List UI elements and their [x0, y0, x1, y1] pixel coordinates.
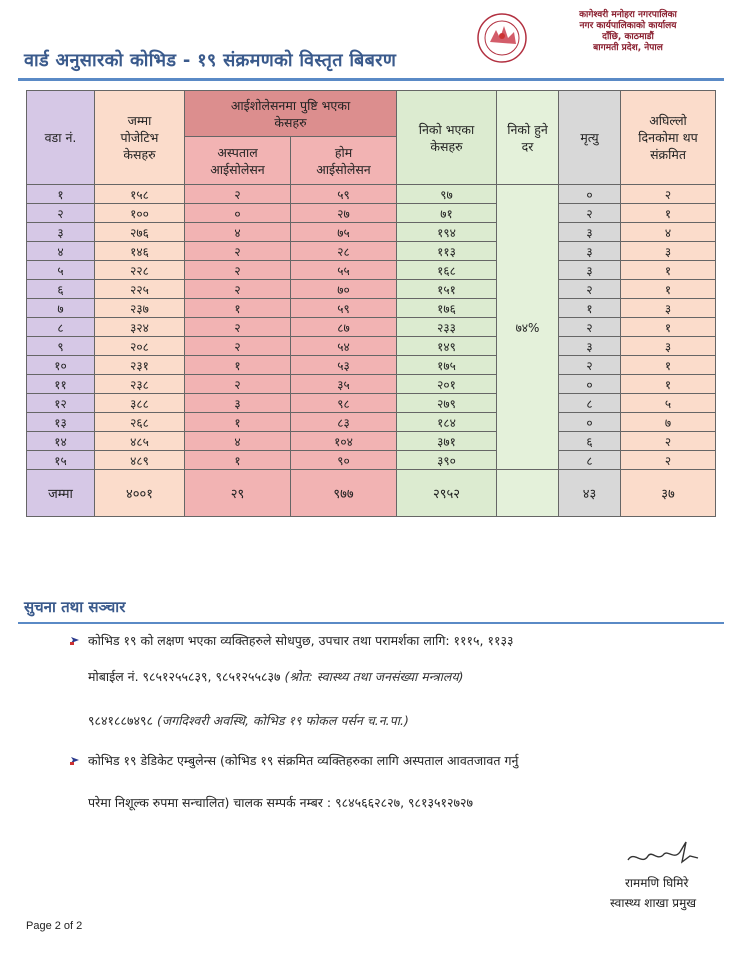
table-cell: ४८९ — [95, 451, 185, 470]
table-cell: १६८ — [397, 261, 497, 280]
table-cell: ९८ — [291, 394, 397, 413]
table-cell: १ — [27, 185, 95, 204]
ward-covid-table — [26, 90, 716, 517]
header-total-positive: जम्मा पोजेटिभ केसहरु — [95, 91, 185, 185]
section-divider — [18, 622, 724, 624]
table-row — [27, 318, 716, 337]
table-cell: २ — [621, 451, 716, 470]
table-cell: ५ — [621, 394, 716, 413]
table-cell: १२ — [27, 394, 95, 413]
table-cell: ५३ — [291, 356, 397, 375]
table-cell: १४९ — [397, 337, 497, 356]
table-cell: १५ — [27, 451, 95, 470]
table-cell: ६ — [27, 280, 95, 299]
header-recovery-rate: निको हुने दर — [497, 91, 559, 185]
table-cell: ३ — [559, 223, 621, 242]
table-cell: २ — [559, 280, 621, 299]
table-cell: ८ — [559, 451, 621, 470]
table-cell: २७ — [291, 204, 397, 223]
table-row — [27, 432, 716, 451]
header-recovered: निको भएका केसहरु — [397, 91, 497, 185]
table-cell: ० — [559, 375, 621, 394]
table-cell — [497, 470, 559, 517]
table-cell: २ — [185, 280, 291, 299]
table-cell: १ — [185, 356, 291, 375]
info-line-focal-person: ९८४१८८७४९८ (जगदिश्वरी अवस्थि, कोभिड १९ फोकल पर्सन च.न.पा.) — [88, 713, 409, 728]
table-cell: २ — [185, 375, 291, 394]
table-cell: २ — [559, 318, 621, 337]
table-row — [27, 185, 716, 204]
total-cell: ४००१ — [95, 470, 185, 517]
table-cell: ३७१ — [397, 432, 497, 451]
table-cell: २३३ — [397, 318, 497, 337]
table-cell: ३ — [27, 223, 95, 242]
table-cell: ७० — [291, 280, 397, 299]
table-row — [27, 337, 716, 356]
table-cell: ३ — [621, 242, 716, 261]
table-row — [27, 280, 716, 299]
table-cell: १५१ — [397, 280, 497, 299]
table-cell: ३२४ — [95, 318, 185, 337]
org-line-4: बागमती प्रदेश, नेपाल — [593, 43, 663, 53]
table-cell: ३ — [621, 299, 716, 318]
table-cell: ० — [559, 185, 621, 204]
header-hospital-isolation: अस्पताल आईसोलेसन — [185, 137, 291, 185]
table-row — [27, 394, 716, 413]
table-cell: ८ — [559, 394, 621, 413]
info-section-title: सुचना तथा सञ्चार — [24, 598, 126, 616]
table-cell: ५ — [27, 261, 95, 280]
table-cell: ४ — [621, 223, 716, 242]
table-cell: ९० — [291, 451, 397, 470]
table-cell: २ — [621, 185, 716, 204]
table-cell: २ — [185, 242, 291, 261]
table-cell: ५९ — [291, 185, 397, 204]
info-line-mobile: मोबाईल नं. ९८५१२५५८३९, ९८५१२५५८३७ (श्रोत: स्वास्थ्य तथा जनसंख्या मन्त्रालय) — [88, 669, 464, 684]
info-line-ambulance-contact: परेमा निशूल्क रुपमा सन्चालित) चालक सम्पर्क नम्बर : ९८४५६६२८२७, ९८१३५१२७२७ — [88, 795, 474, 810]
signatory-title: स्वास्थ्य शाखा प्रमुख — [610, 896, 697, 910]
table-cell: २ — [27, 204, 95, 223]
table-cell: १७५ — [397, 356, 497, 375]
table-cell: २७६ — [95, 223, 185, 242]
org-line-3: दाँछि, काठमाडौं — [602, 32, 654, 42]
total-cell: ९७७ — [291, 470, 397, 517]
recovery-rate-cell: ७४% — [497, 185, 559, 470]
table-row — [27, 204, 716, 223]
table-cell: २३१ — [95, 356, 185, 375]
total-row — [27, 470, 716, 517]
page-number: Page 2 of 2 — [26, 920, 83, 932]
table-cell: ३ — [185, 394, 291, 413]
table-cell: ११ — [27, 375, 95, 394]
table-cell: १ — [185, 413, 291, 432]
table-cell: ७ — [27, 299, 95, 318]
org-line-2: नगर कार्यपालिकाको कार्यालय — [579, 21, 677, 31]
table-row — [27, 451, 716, 470]
bullet-icon — [70, 635, 80, 645]
table-cell: ३५ — [291, 375, 397, 394]
table-cell: १ — [559, 299, 621, 318]
title-divider — [18, 78, 724, 81]
table-cell: १ — [621, 318, 716, 337]
header-ward: वडा नं. — [27, 91, 95, 185]
table-cell: २ — [185, 261, 291, 280]
total-cell: २९ — [185, 470, 291, 517]
table-cell: ३ — [559, 337, 621, 356]
header-isolation-group: आईशोलेसनमा पुष्टि भएका केसहरु — [185, 91, 397, 137]
table-cell: २७९ — [397, 394, 497, 413]
table-cell: १ — [621, 356, 716, 375]
table-cell: १० — [27, 356, 95, 375]
table-cell: ० — [185, 204, 291, 223]
table-cell: ४ — [185, 432, 291, 451]
table-cell: २६८ — [95, 413, 185, 432]
table-cell: २ — [185, 337, 291, 356]
header-new-cases: अघिल्लो दिनकोमा थप संक्रमित — [621, 91, 716, 185]
table-cell: १ — [621, 204, 716, 223]
table-cell: २३७ — [95, 299, 185, 318]
bullet-icon — [70, 755, 80, 765]
table-row — [27, 261, 716, 280]
table-cell: २०८ — [95, 337, 185, 356]
table-cell: ५४ — [291, 337, 397, 356]
municipality-name — [528, 10, 728, 54]
table-cell: १ — [621, 261, 716, 280]
table-cell: ८ — [27, 318, 95, 337]
table-cell: ७ — [621, 413, 716, 432]
table-cell: ८७ — [291, 318, 397, 337]
table-cell: १ — [621, 375, 716, 394]
table-cell: ० — [559, 413, 621, 432]
table-row — [27, 242, 716, 261]
table-cell: ५९ — [291, 299, 397, 318]
table-cell: २८ — [291, 242, 397, 261]
table-cell: २२५ — [95, 280, 185, 299]
table-cell: १४६ — [95, 242, 185, 261]
table-cell: १०० — [95, 204, 185, 223]
table-cell: २३८ — [95, 375, 185, 394]
info-line-helpline: कोभिड १९ को लक्षण भएका व्यक्तिहरुले सोधपुछ, उपचार तथा परामर्शका लागि: १११५, ११३३ — [88, 633, 514, 648]
table-cell: ११३ — [397, 242, 497, 261]
table-cell: १ — [621, 280, 716, 299]
table-cell: २०१ — [397, 375, 497, 394]
table-cell: ३८८ — [95, 394, 185, 413]
table-cell: १९४ — [397, 223, 497, 242]
table-cell: २२८ — [95, 261, 185, 280]
table-cell: ३ — [559, 261, 621, 280]
page-title: वार्ड अनुसारको कोभिड - १९ संक्रमणको विस्तृत बिबरण — [24, 50, 397, 71]
total-cell: जम्मा — [27, 470, 95, 517]
total-cell: ४३ — [559, 470, 621, 517]
header-deaths: मृत्यु — [559, 91, 621, 185]
org-line-1: कागेश्वरी मनोहरा नगरपालिका — [579, 10, 677, 20]
info-line-ambulance: कोभिड १९ डेडिकेट एम्बुलेन्स (कोभिड १९ संक्रमित व्यक्तिहरुका लागि अस्पताल आवतजावत गर्नु — [88, 753, 519, 768]
table-cell: ६ — [559, 432, 621, 451]
handwritten-signature — [624, 836, 704, 870]
table-cell: ४ — [185, 223, 291, 242]
table-row — [27, 375, 716, 394]
table-cell: १ — [185, 451, 291, 470]
table-cell: ९ — [27, 337, 95, 356]
table-cell: २ — [185, 318, 291, 337]
table-cell: ९७ — [397, 185, 497, 204]
signatory-name: राममणि घिमिरे — [625, 876, 689, 890]
table-cell: १४ — [27, 432, 95, 451]
table-cell: ७१ — [397, 204, 497, 223]
table-row — [27, 223, 716, 242]
table-cell: १५८ — [95, 185, 185, 204]
table-cell: ७५ — [291, 223, 397, 242]
table-cell: २ — [559, 204, 621, 223]
table-cell: २ — [185, 185, 291, 204]
table-cell: २ — [559, 356, 621, 375]
header-home-isolation: होम आईसोलेसन — [291, 137, 397, 185]
table-cell: ३ — [559, 242, 621, 261]
table-cell: १ — [185, 299, 291, 318]
table-row — [27, 299, 716, 318]
table-cell: १८४ — [397, 413, 497, 432]
table-cell: ५५ — [291, 261, 397, 280]
table-cell: ४ — [27, 242, 95, 261]
table-row — [27, 356, 716, 375]
table-cell: ३९० — [397, 451, 497, 470]
table-cell: १७६ — [397, 299, 497, 318]
table-cell: ४८५ — [95, 432, 185, 451]
table-cell: १३ — [27, 413, 95, 432]
table-cell: ८३ — [291, 413, 397, 432]
total-cell: २९५२ — [397, 470, 497, 517]
table-cell: २ — [621, 432, 716, 451]
table-cell: १०४ — [291, 432, 397, 451]
table-body — [27, 185, 716, 517]
table-cell: ३ — [621, 337, 716, 356]
table-row — [27, 413, 716, 432]
total-cell: ३७ — [621, 470, 716, 517]
